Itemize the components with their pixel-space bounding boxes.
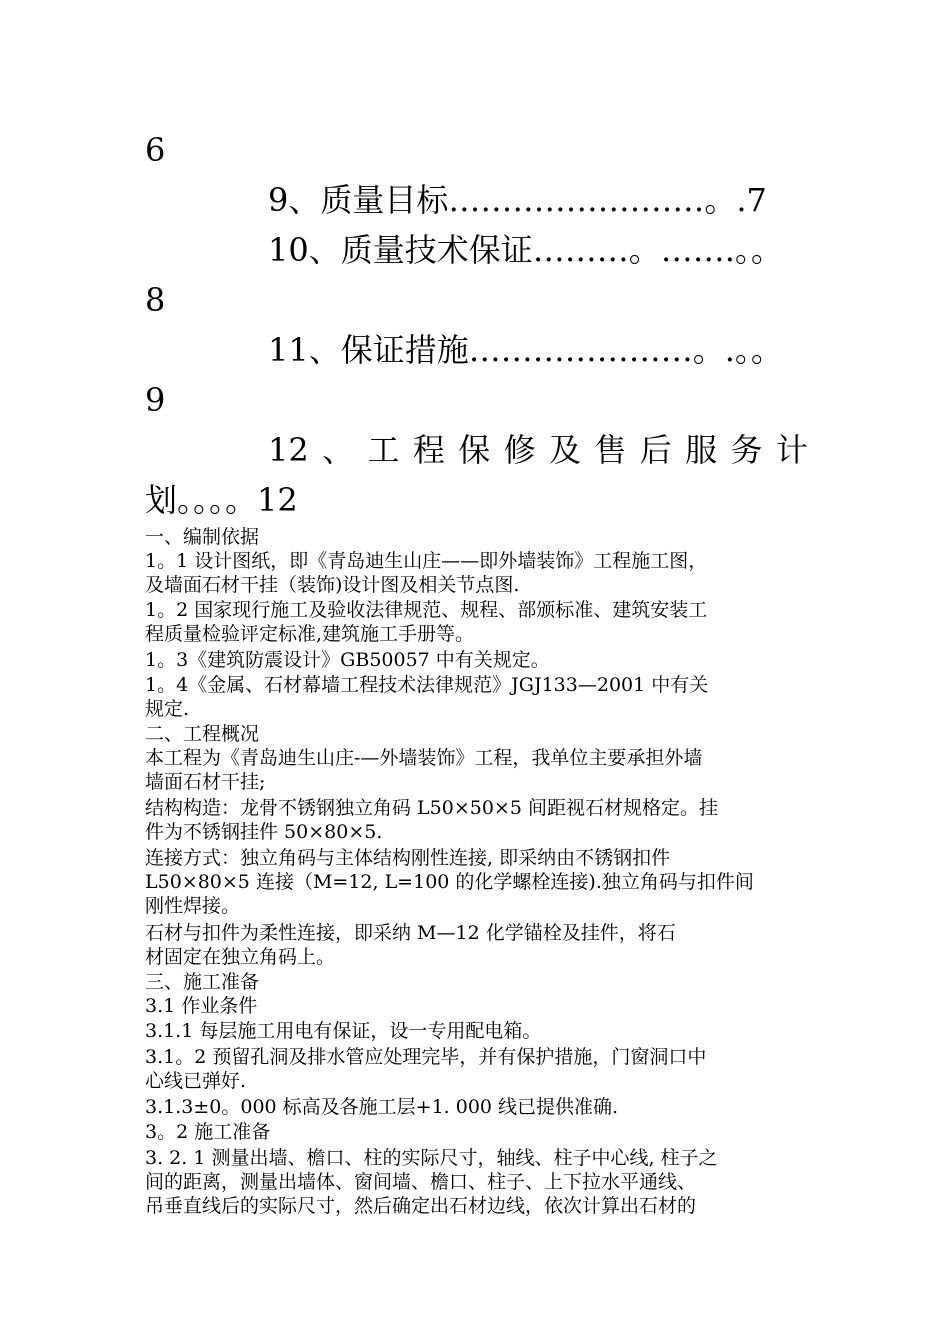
text-line: 3.1.3±0。000 标高及各施工层+1. 000 线已提供准确. [145, 1096, 619, 1118]
text-line: 件为不锈钢挂件 50×80×5. [145, 821, 383, 843]
toc-char: 12 [268, 431, 309, 469]
toc-item-quality-assurance: 10、质量技术保证………。…….。。 [268, 232, 783, 268]
text-line: 3.1.1 每层施工用电有保证，设一专用配电箱。 [145, 1020, 542, 1042]
text-line: 吊垂直线后的实际尺寸，然后确定出石材边线，依次计算出石材的 [145, 1195, 697, 1217]
toc-item-guarantee-measures: 11、保证措施…………………。.。。 [268, 332, 783, 368]
text-line: 1。2 国家现行施工及验收法律规范、规程、部颁标准、建筑安装工 [145, 599, 708, 621]
text-line: 1。4《金属、石材幕墙工程技术法律规范》JGJ133—2001 中有关 [145, 674, 709, 696]
toc-char: 程 [412, 431, 445, 469]
text-line: 程质量检验评定标准,建筑施工手册等。 [145, 623, 475, 645]
toc-char: 及 [548, 431, 581, 469]
section-heading: 一、编制依据 [145, 526, 260, 548]
toc-char: 工 [367, 431, 400, 469]
text-line: 墙面石材干挂; [145, 771, 266, 793]
toc-char: 修 [503, 431, 536, 469]
text-line: 规定. [145, 698, 190, 720]
toc-char: 、 [322, 431, 355, 469]
text-line: 3.1。2 预留孔洞及排水管应处理完毕，并有保护措施，门窗洞口中 [145, 1046, 707, 1068]
toc-char: 计 [775, 431, 808, 469]
text-line: 3. 2. 1 测量出墙、檐口、柱的实际尺寸，轴线、柱子中心线, 柱子之 [145, 1147, 718, 1169]
section-heading: 二、工程概况 [145, 723, 260, 745]
subsection-heading: 3.1 作业条件 [145, 995, 258, 1017]
text-line: 刚性焊接。 [145, 895, 241, 917]
toc-page-number: 9 [145, 381, 166, 419]
text-line: 间的距离，测量出墙体、窗间墙、檐口、柱子、上下拉水平通线、 [145, 1171, 697, 1193]
text-line: 心线已弹好. [145, 1070, 247, 1092]
toc-item-quality-goal: 9、质量目标……………………。.7 [268, 182, 767, 218]
text-line: 石材与扣件为柔性连接，即采纳 M—12 化学锚栓及挂件，将石 [145, 922, 676, 944]
section-heading: 三、施工准备 [145, 971, 260, 993]
text-line: 连接方式：独立角码与主体结构刚性连接, 即采纳由不锈钢扣件 [145, 847, 671, 869]
toc-char: 后 [639, 431, 672, 469]
text-line: 材固定在独立角码上。 [145, 946, 336, 968]
text-line: L50×80×5 连接（M=12, L=100 的化学螺栓连接).独立角码与扣件间 [145, 871, 754, 893]
toc-item-warranty [268, 432, 808, 468]
text-line: 结构构造：龙骨不锈钢独立角码 L50×50×5 间距视石材规格定。挂 [145, 797, 718, 819]
text-line: 及墙面石材干挂（装饰)设计图及相关节点图. [145, 574, 520, 596]
toc-char: 务 [730, 431, 763, 469]
toc-char: 服 [685, 431, 718, 469]
toc-item-warranty-continued: 划。。。。12 [145, 481, 298, 519]
text-line: 1。1 设计图纸，即《青岛迪生山庄——即外墙装饰》工程施工图， [145, 550, 708, 572]
toc-char: 售 [594, 431, 627, 469]
toc-char: 保 [458, 431, 491, 469]
toc-page-number: 6 [145, 131, 166, 169]
text-line: 1。3《建筑防震设计》GB50057 中有关规定。 [145, 649, 550, 671]
subsection-heading: 3。2 施工准备 [145, 1121, 271, 1143]
text-line: 本工程为《青岛迪生山庄-—外墙装饰》工程，我单位主要承担外墙 [145, 747, 703, 769]
toc-page-number: 8 [145, 281, 166, 319]
